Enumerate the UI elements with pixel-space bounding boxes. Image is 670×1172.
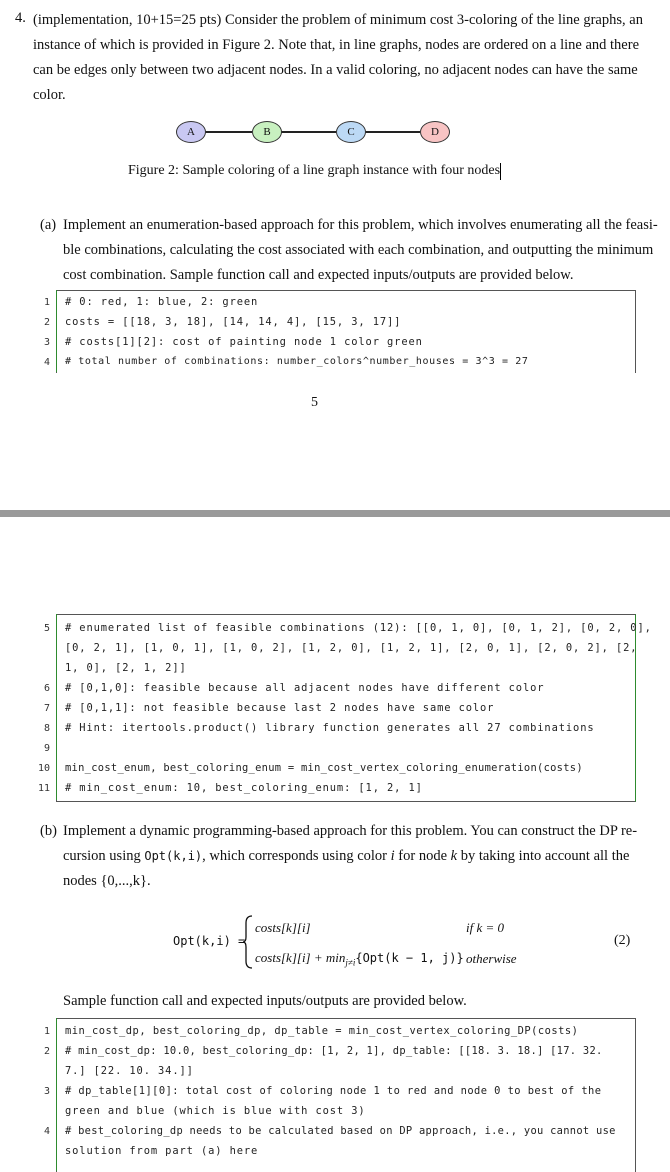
question-line: color. [33,87,66,103]
code-line: min_cost_dp, best_coloring_dp, dp_table = min_cost_vertex_coloring_DP(costs) [65,1025,579,1037]
code-gutter-line [56,614,57,800]
equation-condition-2: otherwise [466,951,517,966]
left-brace-icon [242,915,254,969]
part-a-line: cost combination. Sample function call and expected inputs/outputs are provided below. [63,267,574,283]
code-line: # Hint: itertools.product() library function generates all 27 combinations [65,722,595,734]
node-c: C [336,121,366,143]
edge-b-c [280,131,336,133]
page-number: 5 [311,395,318,410]
line-number: 2 [43,1046,50,1057]
equation-case-2 [255,950,464,968]
line-number: 7 [43,703,50,714]
code-line: # 0: red, 1: blue, 2: green [65,296,259,308]
part-b-line [63,844,637,869]
part-a-text [63,213,658,288]
code-gutter-line [56,1018,57,1171]
part-b-text [63,819,637,894]
text-cursor [500,163,501,180]
question-line: can be edges only between two adjacent nodes. In a valid coloring, no adjacent nodes can have the same [33,62,638,78]
code-line: min_cost_enum, best_coloring_enum = min_cost_vertex_coloring_enumeration(costs) [65,762,583,774]
node-b: B [252,121,282,143]
part-b-line: Implement a dynamic programming-based approach for this problem. You can construct the DP re- [63,823,638,839]
edge-c-d [364,131,420,133]
code-line: costs = [[18, 3, 18], [14, 14, 4], [15, 3, 17]] [65,316,402,328]
sample-text: Sample function call and expected inputs/outputs are provided below. [63,993,467,1009]
part-b-text-segment: for node [394,848,451,864]
code-line: # total number of combinations: number_colors^number_houses = 3^3 = 27 [65,356,529,367]
equation-case-2-rest: {Opt(k − 1, j)} [355,951,464,965]
page-divider [0,510,670,517]
equation-case-2-main: costs[k][i] + min [255,950,346,965]
equation-case-1: costs[k][i] [255,920,311,935]
code-line: green and blue (which is blue with cost 3) [65,1105,366,1117]
part-b-line: nodes {0,...,k}. [63,873,151,889]
code-line: solution from part (a) here [65,1145,259,1157]
equation-number: (2) [614,933,631,948]
line-number: 8 [43,723,50,734]
code-line: [0, 2, 1], [1, 0, 1], [1, 0, 2], [1, 2, 0], [1, 2, 1], [2, 0, 1], [2, 0, 2], [2, [65,642,638,654]
code-line: # [0,1,0]: feasible because all adjacent nodes have different color [65,682,545,694]
node-d: D [420,121,450,143]
part-b-label: (b) [40,823,57,839]
line-number: 1 [43,297,50,308]
line-number: 1 [43,1026,50,1037]
part-b-text-segment: cursion using [63,848,145,864]
equation-condition-1: if k = 0 [466,920,505,935]
line-number: 10 [37,763,50,774]
line-number: 9 [43,743,50,754]
code-line: # costs[1][2]: cost of painting node 1 color green [65,336,423,348]
code-line: # dp_table[1][0]: total cost of coloring node 1 to red and node 0 to best of the [65,1085,602,1097]
part-a-label: (a) [40,217,57,233]
edge-a-b [204,131,252,133]
code-line: 7.] [22. 10. 34.]] [65,1065,194,1077]
code-line: # min_cost_enum: 10, best_coloring_enum: [1, 2, 1] [65,782,423,794]
part-b-text-segment: by taking into account all the [457,848,630,864]
code-line: 1, 0], [2, 1, 2]] [65,662,187,674]
question-line: (implementation, 10+15=25 pts) Consider the problem of minimum cost 3-coloring of the line graphs, an [33,12,643,28]
line-number: 4 [43,357,50,368]
line-number: 11 [37,783,50,794]
line-number: 3 [43,1086,50,1097]
part-b-text-segment: , which corresponds using color [202,848,391,864]
code-line: # [0,1,1]: not feasible because last 2 nodes have same color [65,702,495,714]
line-number: 5 [43,623,50,634]
equation-min-subscript: j≠i [345,957,356,968]
part-a-line: Implement an enumeration-based approach for this problem, which involves enumerating all the feasi- [63,217,658,233]
code-line: # enumerated list of feasible combinations (12): [[0, 1, 0], [0, 1, 2], [0, 2, 0], [65,622,652,634]
part-a-line: ble combinations, calculating the cost associated with each combination, and outputting the minimum [63,242,654,258]
code-gutter-line [56,290,57,372]
line-number: 4 [43,1126,50,1137]
var-k: k [450,848,458,864]
code-line: # min_cost_dp: 10.0, best_coloring_dp: [1, 2, 1], dp_table: [[18. 3. 18.] [17. 32. [65,1045,603,1057]
equation-lhs: Opt(k,i) = [173,934,246,948]
line-number: 6 [43,683,50,694]
figure-caption: Figure 2: Sample coloring of a line graph instance with four nodes [128,163,501,178]
line-number: 3 [43,337,50,348]
question-line: instance of which is provided in Figure 2. Note that, in line graphs, nodes are ordered on a line and there [33,37,640,53]
line-number: 2 [43,317,50,328]
node-a: A [176,121,206,143]
var-i: i [390,848,395,864]
question-number: 4. [15,10,26,26]
opt-code: Opt(k,i) [144,849,203,863]
code-line: # best_coloring_dp needs to be calculated based on DP approach, i.e., you cannot use [65,1125,616,1137]
question-text [33,8,643,108]
